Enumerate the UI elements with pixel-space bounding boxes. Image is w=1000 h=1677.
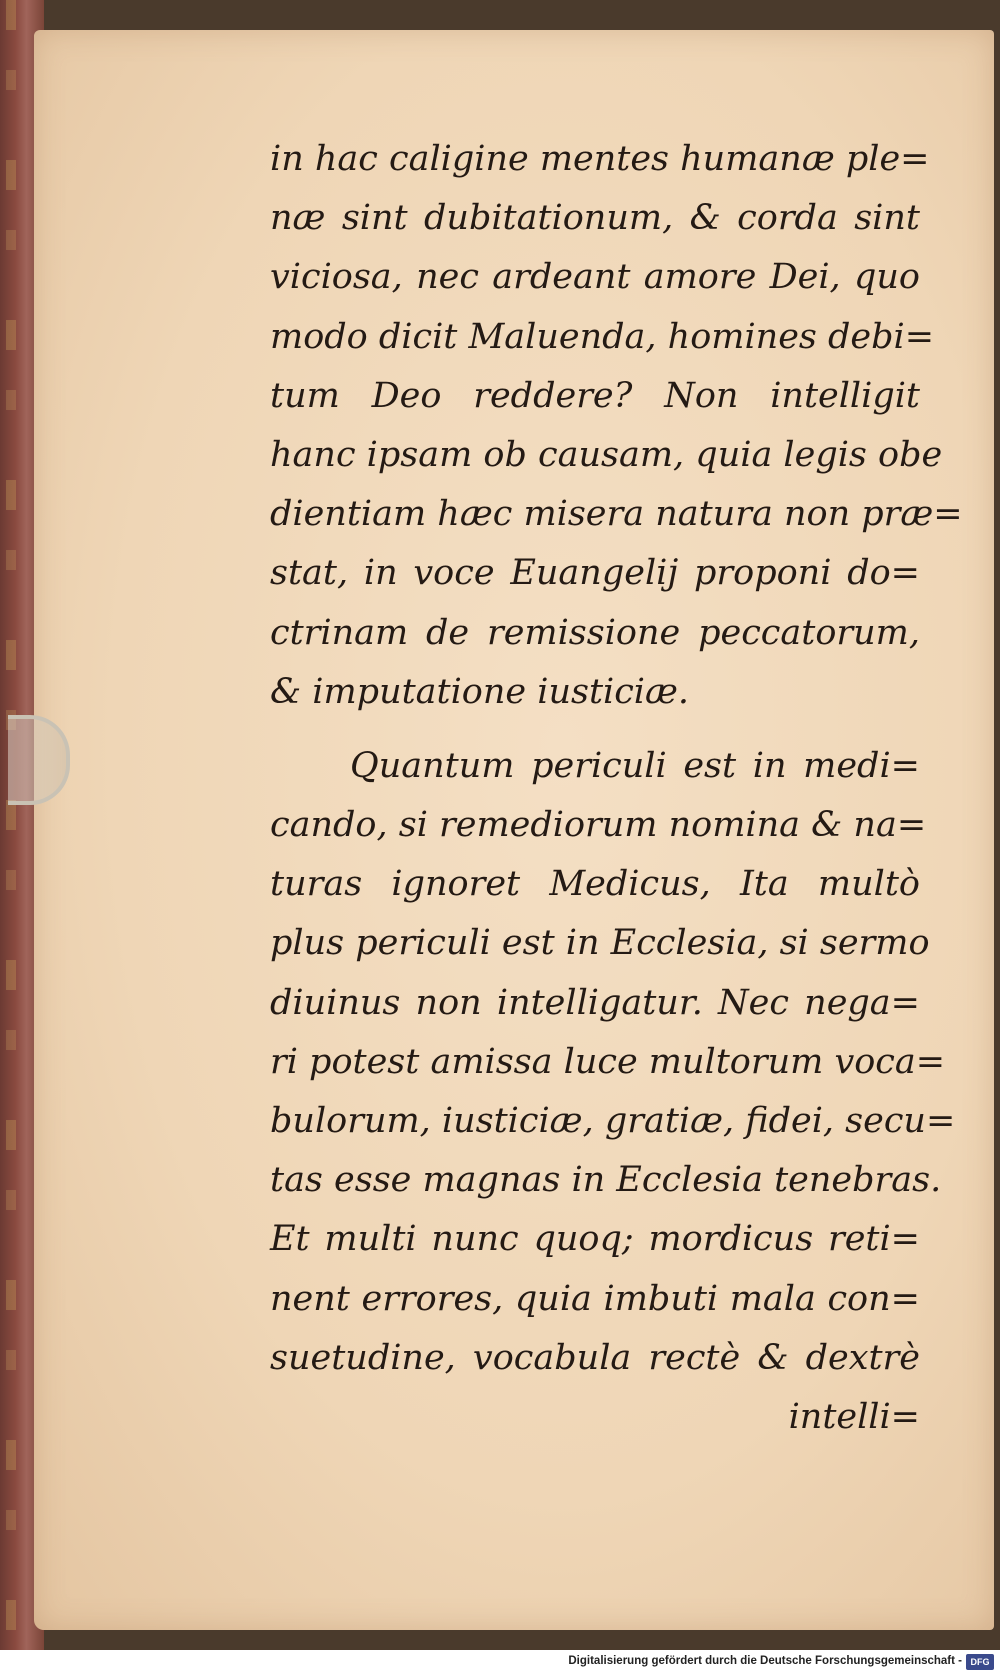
text-line: ri potest amissa luce multorum voca= (270, 1041, 946, 1082)
text-line: ctrinam de remissione peccatorum, (270, 612, 920, 653)
text-line: cando, si remediorum nomina & na= (270, 805, 927, 846)
text-line: dientiam hæc misera natura non præ= (270, 494, 963, 535)
text-line: tum Deo reddere? Non intelligit (270, 375, 920, 416)
text-line: tas esse magnas in Ecclesia tenebras. (270, 1160, 942, 1201)
funding-credit: Digitalisierung gefördert durch die Deutsche Forschungsgemeinschaft - (568, 1655, 962, 1667)
body-text (270, 130, 963, 1447)
text-line: turas ignoret Medicus, Ita multò (270, 864, 920, 905)
dfg-logo: DFG (966, 1654, 994, 1670)
text-line: viciosa, nec ardeant amore Dei, quo (270, 257, 920, 298)
paragraph-gap (270, 722, 920, 737)
text-line: suetudine, vocabula rectè & dextrè (270, 1337, 920, 1378)
text-line: Quantum periculi est in medi= (350, 745, 920, 786)
text-line: bulorum, iusticiæ, gratiæ, fidei, secu= (270, 1101, 956, 1141)
text-line: hanc ipsam ob causam, quia legis obe (270, 434, 943, 475)
text-line: stat, in voce Euangelij proponi do= (270, 553, 920, 594)
text-line: næ sint dubitationum, & corda sint (270, 198, 920, 239)
text-line: & imputatione iusticiæ. (270, 671, 690, 712)
text-line: in hac caligine mentes humanæ ple= (270, 139, 930, 179)
catchword: intelli= (788, 1396, 920, 1437)
text-line: modo dicit Maluenda, homines debi= (270, 316, 935, 357)
text-line: nent errores, quia imbuti mala con= (270, 1278, 920, 1319)
text-line: diuinus non intelligatur. Nec nega= (270, 982, 920, 1023)
text-line: plus periculi est in Ecclesia, si sermo (270, 923, 930, 964)
text-line: Et multi nunc quoq; mordicus reti= (270, 1219, 920, 1260)
digitization-footer (0, 1650, 1000, 1677)
